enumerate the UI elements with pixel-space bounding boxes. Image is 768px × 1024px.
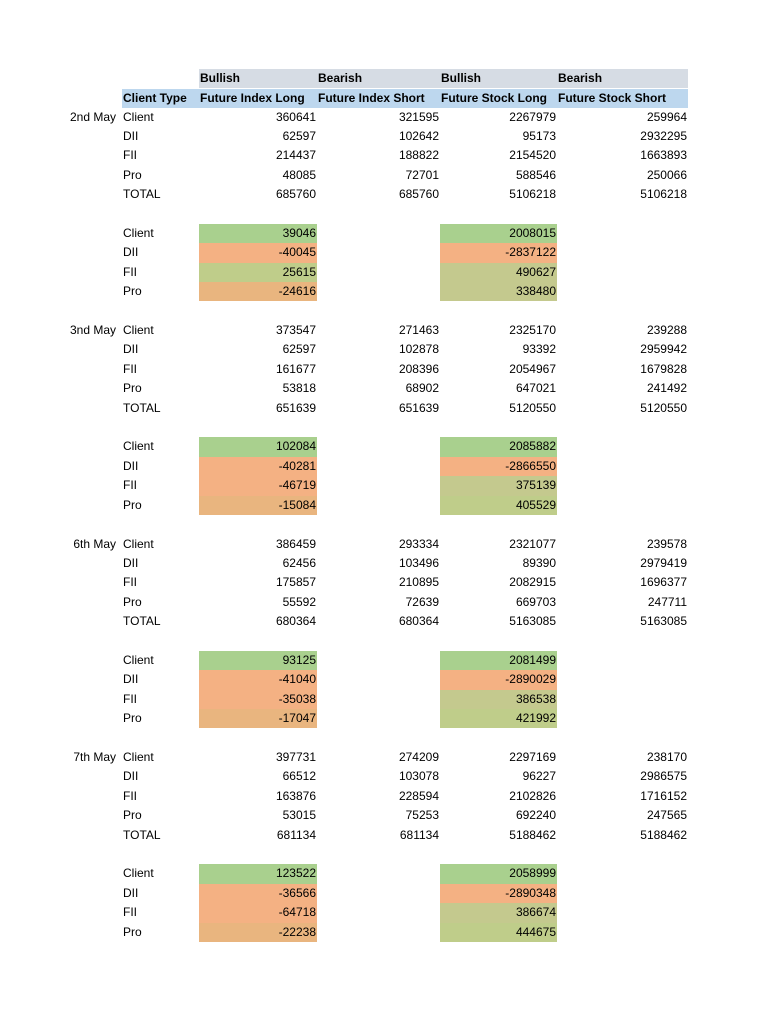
- future-stock-long-cell[interactable]: 647021: [515, 381, 556, 396]
- net-index-position-cell[interactable]: -64718: [199, 903, 317, 922]
- net-stock-position-cell[interactable]: -2837122: [440, 243, 557, 262]
- future-index-long-cell[interactable]: 651639: [275, 400, 316, 415]
- net-client-type-cell[interactable]: DII: [123, 245, 139, 260]
- future-stock-long-cell[interactable]: 89390: [522, 555, 556, 570]
- net-client-type-cell[interactable]: DII: [123, 885, 139, 900]
- future-stock-short-cell[interactable]: 238170: [646, 750, 687, 764]
- future-index-short-cell[interactable]: 75253: [405, 808, 439, 823]
- future-stock-short-cell[interactable]: 2979419: [640, 555, 687, 570]
- client-type-cell[interactable]: Client: [123, 750, 154, 764]
- client-type-cell[interactable]: FII: [123, 361, 137, 376]
- net-stock-position-cell[interactable]: -2866550: [440, 457, 557, 476]
- block-date-label[interactable]: 6th May: [73, 536, 116, 551]
- net-stock-position-cell[interactable]: -2890348: [440, 884, 557, 903]
- net-index-position-cell[interactable]: 39046: [199, 224, 317, 243]
- future-index-long-cell[interactable]: 386459: [275, 536, 316, 551]
- future-index-short-cell[interactable]: 274209: [398, 750, 439, 764]
- future-index-long-cell[interactable]: 681134: [276, 827, 316, 842]
- future-stock-short-cell[interactable]: 2986575: [640, 769, 687, 784]
- header-sentiment-index-long[interactable]: Bullish: [199, 69, 317, 88]
- future-index-short-cell[interactable]: 208396: [398, 361, 439, 376]
- future-index-long-cell[interactable]: 397731: [275, 750, 316, 764]
- future-index-long-cell[interactable]: 53015: [282, 808, 316, 823]
- client-type-cell[interactable]: TOTAL: [123, 187, 161, 202]
- net-stock-position-cell[interactable]: 386538: [440, 690, 557, 709]
- client-type-cell[interactable]: Pro: [123, 594, 142, 609]
- future-index-short-cell[interactable]: 271463: [398, 323, 439, 337]
- net-index-position-cell[interactable]: -15084: [199, 496, 317, 515]
- net-index-position-cell[interactable]: 102084: [199, 437, 317, 456]
- net-stock-position-cell[interactable]: 405529: [440, 496, 557, 515]
- future-stock-long-cell[interactable]: 5188462: [509, 827, 556, 842]
- net-index-position-cell[interactable]: -40281: [199, 457, 317, 476]
- net-index-position-cell[interactable]: 93125: [199, 651, 317, 670]
- client-type-cell[interactable]: Pro: [123, 808, 142, 823]
- client-type-cell[interactable]: Client: [123, 323, 154, 337]
- future-index-short-cell[interactable]: 72639: [405, 594, 439, 609]
- net-client-type-cell[interactable]: DII: [123, 672, 139, 687]
- future-index-long-cell[interactable]: 55592: [282, 594, 316, 609]
- net-index-position-cell[interactable]: 123522: [199, 864, 317, 883]
- net-client-type-cell[interactable]: Pro: [123, 284, 142, 299]
- net-index-position-cell[interactable]: -36566: [199, 884, 317, 903]
- header-sentiment-stock-long[interactable]: Bullish: [440, 69, 557, 88]
- net-stock-position-cell[interactable]: 2085882: [440, 437, 557, 456]
- client-type-cell[interactable]: FII: [123, 148, 137, 163]
- block-date-label[interactable]: 3nd May: [69, 323, 116, 337]
- future-stock-short-cell[interactable]: 5188462: [640, 827, 687, 842]
- future-stock-long-cell[interactable]: 2267979: [509, 109, 556, 124]
- net-client-type-cell[interactable]: FII: [123, 478, 137, 493]
- future-index-long-cell[interactable]: 163876: [275, 788, 316, 803]
- future-stock-long-cell[interactable]: 588546: [515, 167, 556, 182]
- net-stock-position-cell[interactable]: -2890029: [440, 670, 557, 689]
- header-future-index-short[interactable]: Future Index Short: [317, 89, 440, 108]
- future-index-short-cell[interactable]: 103078: [398, 769, 439, 784]
- future-stock-short-cell[interactable]: 247711: [647, 594, 687, 609]
- future-index-short-cell[interactable]: 68902: [405, 381, 439, 396]
- net-index-position-cell[interactable]: -35038: [199, 690, 317, 709]
- client-type-cell[interactable]: TOTAL: [123, 827, 161, 842]
- future-index-short-cell[interactable]: 685760: [398, 187, 439, 202]
- net-stock-position-cell[interactable]: 490627: [440, 263, 557, 282]
- client-type-cell[interactable]: DII: [123, 128, 139, 143]
- net-client-type-cell[interactable]: Pro: [123, 711, 142, 726]
- net-stock-position-cell[interactable]: 421992: [440, 709, 557, 728]
- net-index-position-cell[interactable]: -46719: [199, 476, 317, 495]
- net-client-type-cell[interactable]: FII: [123, 264, 137, 279]
- net-client-type-cell[interactable]: Client: [123, 439, 154, 454]
- client-type-cell[interactable]: TOTAL: [123, 400, 161, 415]
- net-client-type-cell[interactable]: Pro: [123, 497, 142, 512]
- future-stock-short-cell[interactable]: 259964: [646, 109, 687, 124]
- net-index-position-cell[interactable]: -41040: [199, 670, 317, 689]
- net-stock-position-cell[interactable]: 375139: [440, 476, 557, 495]
- block-date-label[interactable]: 7th May: [73, 750, 116, 764]
- net-stock-position-cell[interactable]: 2008015: [440, 224, 557, 243]
- future-index-long-cell[interactable]: 680364: [275, 614, 316, 629]
- future-index-short-cell[interactable]: 321595: [398, 109, 439, 124]
- net-client-type-cell[interactable]: DII: [123, 458, 139, 473]
- client-type-cell[interactable]: DII: [123, 555, 139, 570]
- future-index-short-cell[interactable]: 681134: [399, 827, 439, 842]
- net-client-type-cell[interactable]: FII: [123, 905, 137, 920]
- header-future-stock-short[interactable]: Future Stock Short: [557, 89, 688, 108]
- future-stock-long-cell[interactable]: 96227: [522, 769, 556, 784]
- future-stock-long-cell[interactable]: 2154520: [509, 148, 556, 163]
- future-index-short-cell[interactable]: 103496: [398, 555, 439, 570]
- header-future-index-long[interactable]: Future Index Long: [199, 89, 317, 108]
- header-sentiment-index-short[interactable]: Bearish: [317, 69, 440, 88]
- net-index-position-cell[interactable]: 25615: [199, 263, 317, 282]
- client-type-cell[interactable]: FII: [123, 788, 137, 803]
- future-index-long-cell[interactable]: 62597: [282, 342, 316, 357]
- future-index-long-cell[interactable]: 62597: [282, 128, 316, 143]
- future-stock-long-cell[interactable]: 2325170: [509, 323, 556, 337]
- future-stock-short-cell[interactable]: 239578: [646, 536, 687, 551]
- future-index-short-cell[interactable]: 680364: [398, 614, 439, 629]
- future-stock-short-cell[interactable]: 1679828: [640, 361, 687, 376]
- future-index-long-cell[interactable]: 66512: [282, 769, 316, 784]
- future-stock-long-cell[interactable]: 669703: [515, 594, 556, 609]
- future-stock-long-cell[interactable]: 5120550: [509, 400, 556, 415]
- client-type-cell[interactable]: Pro: [123, 381, 142, 396]
- net-client-type-cell[interactable]: Pro: [123, 924, 142, 939]
- future-stock-long-cell[interactable]: 2054967: [509, 361, 556, 376]
- future-index-short-cell[interactable]: 102878: [398, 342, 439, 357]
- future-stock-long-cell[interactable]: 5163085: [509, 614, 556, 629]
- future-stock-long-cell[interactable]: 2102826: [509, 788, 556, 803]
- net-client-type-cell[interactable]: FII: [123, 691, 137, 706]
- header-sentiment-stock-short[interactable]: Bearish: [557, 69, 688, 88]
- net-index-position-cell[interactable]: -24616: [199, 282, 317, 301]
- future-index-long-cell[interactable]: 161677: [275, 361, 316, 376]
- future-stock-short-cell[interactable]: 2932295: [640, 128, 687, 143]
- net-stock-position-cell[interactable]: 338480: [440, 282, 557, 301]
- future-index-short-cell[interactable]: 72701: [405, 167, 439, 182]
- client-type-cell[interactable]: DII: [123, 769, 139, 784]
- future-stock-long-cell[interactable]: 95173: [522, 128, 556, 143]
- header-future-stock-long[interactable]: Future Stock Long: [440, 89, 557, 108]
- future-index-long-cell[interactable]: 48085: [282, 167, 316, 182]
- header-client-type[interactable]: Client Type: [122, 89, 199, 108]
- future-stock-short-cell[interactable]: 1716152: [640, 788, 687, 803]
- future-stock-short-cell[interactable]: 5106218: [640, 187, 687, 202]
- future-stock-short-cell[interactable]: 1696377: [640, 575, 687, 590]
- future-index-short-cell[interactable]: 210895: [398, 575, 439, 590]
- net-stock-position-cell[interactable]: 2081499: [440, 651, 557, 670]
- client-type-cell[interactable]: DII: [123, 342, 139, 357]
- future-stock-long-cell[interactable]: 2297169: [509, 750, 556, 764]
- client-type-cell[interactable]: Pro: [123, 167, 142, 182]
- future-stock-long-cell[interactable]: 5106218: [509, 187, 556, 202]
- net-stock-position-cell[interactable]: 386674: [440, 903, 557, 922]
- client-type-cell[interactable]: Client: [123, 109, 154, 124]
- net-index-position-cell[interactable]: -22238: [199, 923, 317, 942]
- net-stock-position-cell[interactable]: 2058999: [440, 864, 557, 883]
- future-stock-short-cell[interactable]: 2959942: [640, 342, 687, 357]
- future-stock-short-cell[interactable]: 5120550: [640, 400, 687, 415]
- future-stock-long-cell[interactable]: 2321077: [509, 536, 556, 551]
- net-stock-position-cell[interactable]: 444675: [440, 923, 557, 942]
- future-stock-long-cell[interactable]: 2082915: [509, 575, 556, 590]
- future-stock-short-cell[interactable]: 241492: [646, 381, 687, 396]
- client-type-cell[interactable]: FII: [123, 575, 137, 590]
- future-index-short-cell[interactable]: 293334: [398, 536, 439, 551]
- future-index-long-cell[interactable]: 175857: [275, 575, 316, 590]
- future-index-long-cell[interactable]: 373547: [275, 323, 316, 337]
- future-index-long-cell[interactable]: 360641: [275, 109, 316, 124]
- block-date-label[interactable]: 2nd May: [69, 109, 116, 124]
- net-client-type-cell[interactable]: Client: [123, 225, 154, 240]
- future-stock-short-cell[interactable]: 250066: [646, 167, 687, 182]
- future-stock-short-cell[interactable]: 1663893: [640, 148, 687, 163]
- net-client-type-cell[interactable]: Client: [123, 866, 154, 881]
- future-index-long-cell[interactable]: 62456: [282, 555, 316, 570]
- client-type-cell[interactable]: Client: [123, 536, 154, 551]
- future-index-short-cell[interactable]: 228594: [398, 788, 439, 803]
- future-stock-long-cell[interactable]: 93392: [522, 342, 556, 357]
- future-index-long-cell[interactable]: 214437: [275, 148, 316, 163]
- future-stock-short-cell[interactable]: 247565: [646, 808, 687, 823]
- future-stock-long-cell[interactable]: 692240: [515, 808, 556, 823]
- future-stock-short-cell[interactable]: 5163085: [640, 614, 687, 629]
- future-index-long-cell[interactable]: 685760: [275, 187, 316, 202]
- future-index-short-cell[interactable]: 651639: [398, 400, 439, 415]
- future-stock-short-cell[interactable]: 239288: [646, 323, 687, 337]
- future-index-short-cell[interactable]: 102642: [398, 128, 439, 143]
- future-index-long-cell[interactable]: 53818: [282, 381, 316, 396]
- net-index-position-cell[interactable]: -40045: [199, 243, 317, 262]
- client-type-cell[interactable]: TOTAL: [123, 614, 161, 629]
- net-index-position-cell[interactable]: -17047: [199, 709, 317, 728]
- future-index-short-cell[interactable]: 188822: [398, 148, 439, 163]
- net-client-type-cell[interactable]: Client: [123, 652, 154, 667]
